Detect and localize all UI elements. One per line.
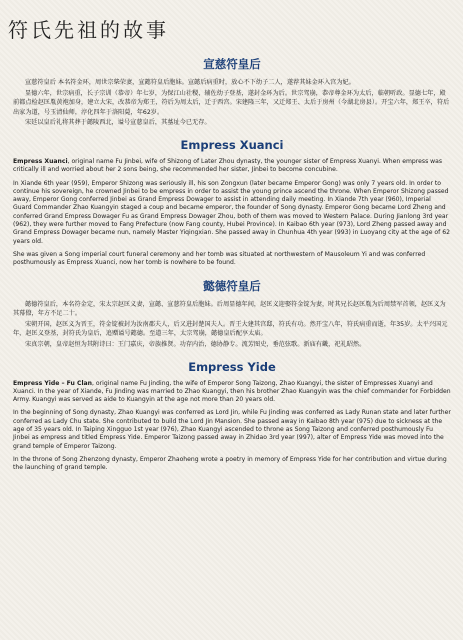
paragraph-lead: Empress Yide – Fu Clan <box>13 379 93 387</box>
paragraph-en <box>13 251 451 268</box>
article-content <box>13 56 451 477</box>
paragraph-zh: 宣慈符皇后 本名符金环，周世宗柴荣妻，宣懿符皇后胞妹。宣懿后病重时，放心不下幼子二人，遂荐其妹金环入宫为妃。 <box>25 79 355 86</box>
paragraph-text: In the throne of Song Zhenzong dynasty, Emperor Zhaoheng wrote a poetry in memory of Empress Yide for her contribution and virtue during the launching of grand temple. <box>13 455 447 472</box>
section-heading-zh: 懿德符皇后 <box>203 278 261 293</box>
paragraph-en <box>13 456 451 473</box>
paragraph-lead: Empress Xuanci <box>13 157 68 165</box>
paragraph-en <box>13 409 451 450</box>
section-heading-en: Empress Xuanci <box>180 137 284 152</box>
paragraph-en <box>13 380 451 405</box>
paragraph-text: , original name Fu Jinding, the wife of Emperor Song Taizong, Zhao Kuangyi, the sister of Empresses Xuanyi and Xuanci. In the year of Xiande, Fu Jinding was married to Zhao Kuangyi, then his brother Zhao Kuangyin was the chief commander for Forbidden Army. Kuangyi was served as aide to Kuangyin at the age not more than 20 years old. <box>13 379 451 404</box>
section-xuanci <box>13 56 451 268</box>
paragraph-en <box>13 180 451 246</box>
section-yide <box>13 278 451 473</box>
section-heading-zh: 宣慈符皇后 <box>203 57 261 71</box>
section-heading-en: Empress Yide <box>188 359 276 374</box>
paragraph-zh: 懿德符皇后，本名符金定，宋太宗赵匡义妻，宣懿、宣慈符皇后胞妹。后周显德年间，赵匡义迎娶符金锭为妻，时其兄长赵匡胤为后周禁军首领，赵匡义为其幕僚，年方不足二十。 <box>13 300 446 318</box>
paragraph-text: In Xiande 6th year (959), Emperor Shizong was seriously ill, his son Zongxun (later became Emperor Gong) was only 7 years old. In order to continue his sovereign, he crowned Jinbei to be empress in order to assist the young prince ascend the throne. When Emperor Shizong passed away, Emperor Gong conferred Jinbei as Grand Empress Dowager to assist in attending daily meeting. In Xiande 7th year (960), Imperial Guard Commander Zhao Kuangyin staged a coup and became emperor, the founder of Song dynasty. Emperor Gong became Lord Zheng and conferred Grand Empress Dowager Fu as Grand Empress Dowager Zhou, both of them was moved to Western Palace. During Jianlong 3rd year (962), they were further moved to Fang Prefecture (now Fang county, Hubei Province). In Kaibao 6th year (973), Lord Zheng passed away and Grand Empress Dowager became nun, namely Master Yiqingxian. She passed away in Chunhua 4th year (993) in Luoyang city at the age of 62 years old. <box>13 179 450 245</box>
paragraph-text: In the beginning of Song dynasty, Zhao Kuangyi was conferred as Lord Jin, while Fu Jinding was conferred as Lady Runan state and later further conferred as Lady Chu state. She contributed to build the Lord Jin Mansion. She passed away in Kaibao 8th year (975) due to sickness at the age of 35 years old. In Taiping Xingguo 1st year (976), Zhao Kuangyi ascended to throne as Song Taizong and conferred posthumously Fu Jinbei as empress and titled Empress Yide. Emperor Taizong passed away in Zhidao 3rd year (997), alter of Empress Yide was moved into the grand temple of Emperor Taizong. <box>13 409 451 450</box>
paragraph-text: She was given a Song imperial court funeral ceremony and her tomb was situated at northwestern of Mausoleum Yi and was conferred posthumously as Empress Xuanci, now her tomb is nowhere to be found. <box>13 250 426 267</box>
page-title: 符氏先祖的故事 <box>8 18 169 42</box>
paragraph-en <box>13 158 451 175</box>
paragraph-zh: 宋廷以皇后礼将其葬于懿陵西北，谥号宣慈皇后，其墓址今已无存。 <box>25 119 211 127</box>
paragraph-zh: 宋真宗朝，皇帝赵恒为其附诗曰：王门嘉庆，帝族推贤。功存内治，德协静专。流芳图史，垂范弦歌。新庙有畿，祀礼昭然。 <box>25 340 366 348</box>
paragraph-zh: 宋朝开国，赵匡义为晋王，符金锭被封为汝南郡夫人，后又进封楚国夫人。晋王大建其宫邸，符氏有功。然开宝八年，符氏病重而逝，年35岁。太平兴国元年，赵匡义登基，封符氏为皇后，追赠谥号懿德。至道三年，太宗驾崩，懿德皇后配享太庙。 <box>13 320 448 338</box>
paragraph-text: , original name Fu Jinbei, wife of Shizong of Later Zhou dynasty, the younger sister of Empress Xuanyi. When empress was critically ill and worried about her 2 sons being, she recommended her sister, Jinbei to become concubine. <box>13 157 443 174</box>
paragraph-zh: 显德六年，世宗病重，长子宗训（恭帝）年七岁，为保江山社稷，辅佐幼子登基，遂封金环为后。世宗驾崩，恭帝尊金环为太后，临朝听政。显德七年，殿前都点检赵匡胤黄袍加身，建立大宋，改恭帝为郑王，符后为周太后，迁于西宫。宋建隆三年，又迁郑王、太后于房州（今湖北房县）。开宝六年，郑王卒，符后出家为道，号玉清仙师，淳化四年于洛阳薨，年62岁。 <box>13 89 450 116</box>
